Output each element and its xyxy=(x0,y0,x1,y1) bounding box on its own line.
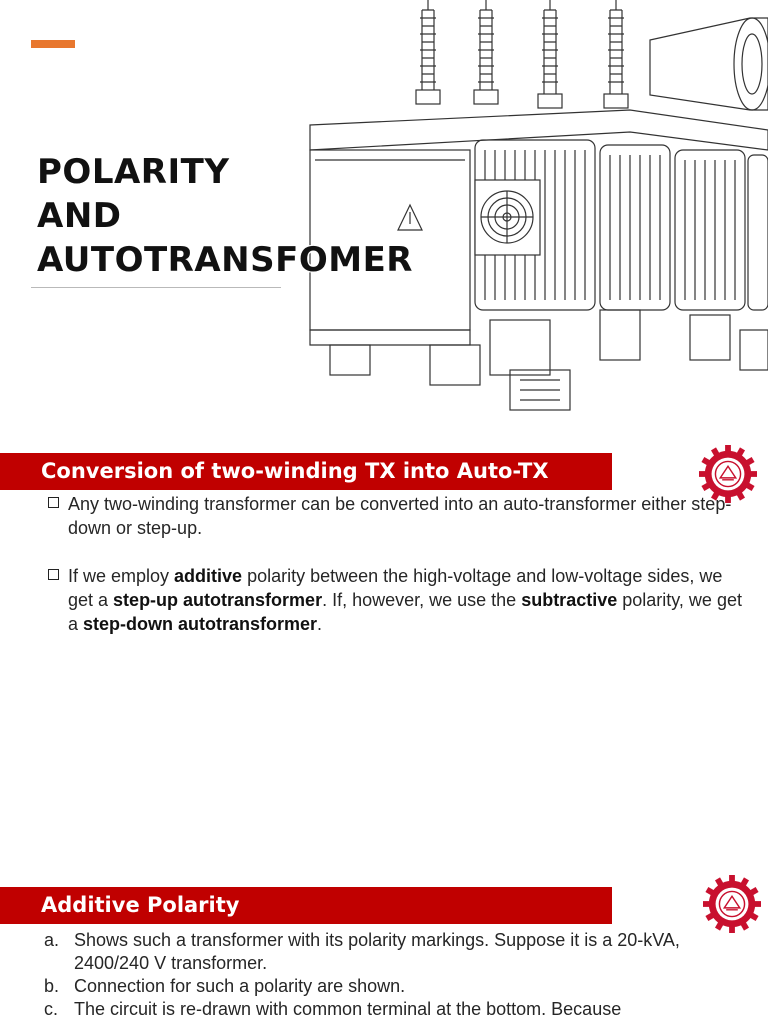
title-underline xyxy=(31,287,281,288)
tank-lid xyxy=(310,110,768,150)
list-marker: a. xyxy=(44,930,60,950)
additive-polarity-slide xyxy=(0,870,768,1024)
title-slide xyxy=(0,0,768,420)
alpha-list xyxy=(44,929,734,1021)
bold-term-step-up: step-up autotransformer xyxy=(113,590,323,610)
bullet-text-part: polarity, we get a xyxy=(68,590,742,634)
cooling-fan xyxy=(475,180,540,255)
bold-term-step-down: step-down autotransformer xyxy=(83,614,318,634)
bold-term-additive: additive xyxy=(174,566,243,586)
checkbox-bullet-icon xyxy=(48,569,59,580)
title-line-3: AUTOTRANSFOMER xyxy=(37,240,413,280)
page-title xyxy=(37,150,413,282)
bold-term-subtractive: subtractive xyxy=(521,590,618,610)
list-item-text: The circuit is re-drawn with common terminal at the bottom. Because xyxy=(74,999,622,1019)
tank-base xyxy=(310,310,768,410)
title-line-1: POLARITY xyxy=(37,152,230,192)
list-item xyxy=(44,998,734,1021)
bullet-text: Any two-winding transformer can be converted into an auto-transformer either step-down or step-up. xyxy=(68,494,732,538)
bushings xyxy=(416,0,628,108)
conservator-tank xyxy=(650,18,768,110)
bullet-list xyxy=(46,492,746,660)
section-heading: Conversion of two-winding TX into Auto-TX xyxy=(0,453,612,490)
list-marker: b. xyxy=(44,976,60,996)
list-marker: c. xyxy=(44,999,59,1019)
accent-bar xyxy=(31,40,75,48)
list-item xyxy=(46,564,746,636)
bullet-text-part: polarity between the high-voltage and low-voltage sides, we get a xyxy=(68,566,723,610)
section-heading: Additive Polarity xyxy=(0,887,612,924)
title-line-2: AND xyxy=(37,196,122,236)
university-seal-logo xyxy=(703,875,761,933)
list-item xyxy=(44,929,734,975)
checkbox-bullet-icon xyxy=(48,497,59,508)
list-item-text: Shows such a transformer with its polarity markings. Suppose it is a 20-kVA, 2400/240 V transformer. xyxy=(74,930,680,973)
bullet-text-part: If we employ xyxy=(68,566,175,586)
list-item xyxy=(46,492,746,540)
bullet-text-part: . If, however, we use the xyxy=(322,590,522,610)
list-item-text: Connection for such a polarity are shown. xyxy=(74,976,406,996)
bullet-text-part: . xyxy=(317,614,323,634)
conversion-slide xyxy=(0,430,768,870)
list-item xyxy=(44,975,734,998)
